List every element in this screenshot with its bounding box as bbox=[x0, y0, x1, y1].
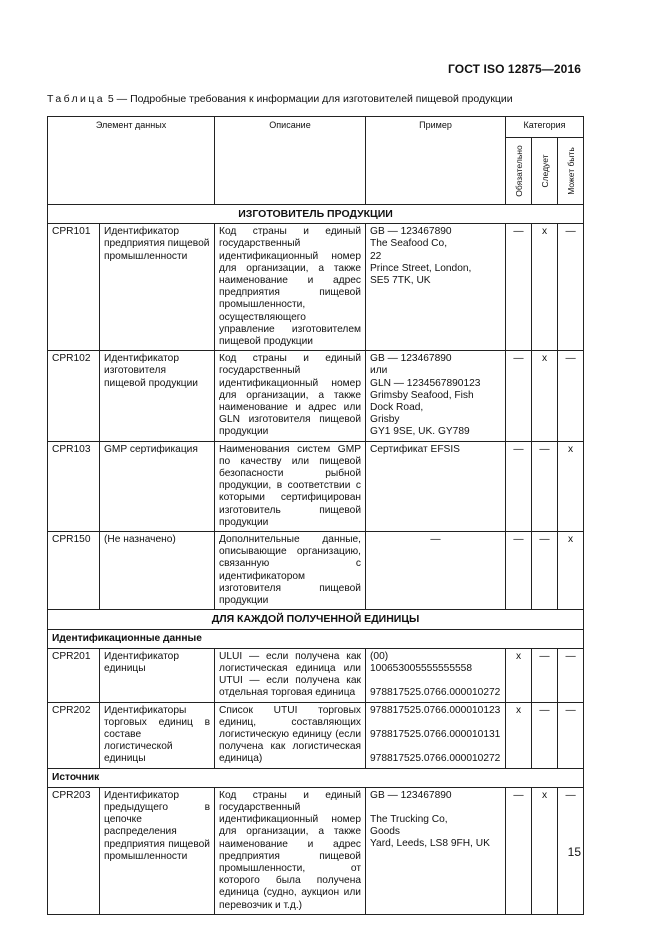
subsection-identification: Идентификационные данные bbox=[48, 629, 584, 648]
row-element: Идентификатор предыдущего в цепочке распределения предприятия пищевой промышленности bbox=[100, 787, 215, 914]
row-example: GB — 123467890 The Seafood Co, 22 Prince Street, London, SE5 7TK, UK bbox=[366, 224, 506, 351]
row-example: GB — 123467890 The Trucking Co, Goods Yard, Leeds, LS8 9FH, UK bbox=[366, 787, 506, 914]
row-element: Идентификатор изготовителя пищевой продукции bbox=[100, 351, 215, 441]
row-may: — bbox=[558, 787, 584, 914]
row-mandatory: — bbox=[506, 351, 532, 441]
subsection-row bbox=[48, 768, 584, 787]
table-row bbox=[48, 224, 584, 351]
row-description: Дополнительные данные, описывающие организацию, связанную с идентификатором изготовителя пищевой продукции bbox=[215, 532, 366, 610]
row-code: CPR103 bbox=[48, 441, 100, 531]
row-should: x bbox=[532, 224, 558, 351]
requirements-table bbox=[47, 116, 584, 915]
row-may: — bbox=[558, 351, 584, 441]
row-example: Сертификат EFSIS bbox=[366, 441, 506, 531]
row-mandatory: — bbox=[506, 787, 532, 914]
row-should: x bbox=[532, 787, 558, 914]
header-category: Категория bbox=[506, 117, 584, 138]
section-producer: ИЗГОТОВИТЕЛЬ ПРОДУКЦИИ bbox=[48, 205, 584, 224]
header-element: Элемент данных bbox=[48, 117, 215, 205]
table-caption bbox=[47, 93, 513, 105]
document-code: ГОСТ ISO 12875—2016 bbox=[448, 62, 581, 76]
table-row bbox=[48, 787, 584, 914]
row-description: Список UTUI торговых единиц, составляющих логистическую единицу (если получена как логистическая единица) bbox=[215, 702, 366, 768]
row-may: x bbox=[558, 532, 584, 610]
row-should: — bbox=[532, 648, 558, 702]
row-example: 978817525.0766.000010123 978817525.0766.000010131 978817525.0766.000010272 bbox=[366, 702, 506, 768]
row-should: x bbox=[532, 351, 558, 441]
header-row bbox=[48, 117, 584, 138]
row-mandatory: x bbox=[506, 648, 532, 702]
header-cat-may: Может быть bbox=[558, 138, 584, 205]
table-row bbox=[48, 351, 584, 441]
row-code: CPR203 bbox=[48, 787, 100, 914]
row-mandatory: — bbox=[506, 441, 532, 531]
section-row bbox=[48, 610, 584, 629]
header-cat-should: Следует bbox=[532, 138, 558, 205]
row-element: Идентификаторы торговых единиц в составе логистической единицы bbox=[100, 702, 215, 768]
header-description: Описание bbox=[215, 117, 366, 205]
row-may: — bbox=[558, 702, 584, 768]
header-example: Пример bbox=[366, 117, 506, 205]
row-code: CPR101 bbox=[48, 224, 100, 351]
row-description: Код страны и единый государственный идентификационный номер для организации, а также наименование и адрес или GLN изготовителя пищевой продукции bbox=[215, 351, 366, 441]
row-example: (00) 100653005555555558 978817525.0766.000010272 bbox=[366, 648, 506, 702]
table-row bbox=[48, 441, 584, 531]
table-row bbox=[48, 532, 584, 610]
page-number: 15 bbox=[567, 845, 581, 859]
row-code: CPR202 bbox=[48, 702, 100, 768]
subsection-row bbox=[48, 629, 584, 648]
caption-prefix: Таблица bbox=[47, 93, 105, 105]
row-description: Код страны и единый государственный идентификационный номер для организации, а также наименование и адрес предприятия пищевой промышленности, от которого была получена единица (судно, аукцион или перевозчик и т.д.) bbox=[215, 787, 366, 914]
section-row bbox=[48, 205, 584, 224]
row-example: — bbox=[366, 532, 506, 610]
row-may: x bbox=[558, 441, 584, 531]
row-code: CPR102 bbox=[48, 351, 100, 441]
row-element: GMP сертификация bbox=[100, 441, 215, 531]
row-example: GB — 123467890 или GLN — 1234567890123 Grimsby Seafood, Fish Dock Road, Grisby GY1 9SE, UK. GY789 bbox=[366, 351, 506, 441]
caption-text: 5 — Подробные требования к информации для изготовителей пищевой продукции bbox=[107, 93, 513, 105]
row-description: ULUI — если получена как логистическая единица или UTUI — если получена как отдельная торговая единица bbox=[215, 648, 366, 702]
row-code: CPR150 bbox=[48, 532, 100, 610]
row-may: — bbox=[558, 648, 584, 702]
section-per-unit: ДЛЯ КАЖДОЙ ПОЛУЧЕННОЙ ЕДИНИЦЫ bbox=[48, 610, 584, 629]
row-element: Идентификатор предприятия пищевой промышленности bbox=[100, 224, 215, 351]
table-row bbox=[48, 702, 584, 768]
row-description: Код страны и единый государственный идентификационный номер для организации, а также наименование и адрес предприятия пищевой промышленности, осуществляющего управление изготовителем пищевой продукции bbox=[215, 224, 366, 351]
row-element: Идентификатор единицы bbox=[100, 648, 215, 702]
row-should: — bbox=[532, 532, 558, 610]
table-row bbox=[48, 648, 584, 702]
subsection-source: Источник bbox=[48, 768, 584, 787]
row-code: CPR201 bbox=[48, 648, 100, 702]
row-may: — bbox=[558, 224, 584, 351]
row-mandatory: x bbox=[506, 702, 532, 768]
row-description: Наименования систем GMP по качеству или пищевой безопасности рыбной продукции, в соответствии с которыми сертифицирован изготовитель пищевой продукции bbox=[215, 441, 366, 531]
header-cat-mandatory: Обязательно bbox=[506, 138, 532, 205]
row-mandatory: — bbox=[506, 532, 532, 610]
row-mandatory: — bbox=[506, 224, 532, 351]
row-should: — bbox=[532, 702, 558, 768]
row-should: — bbox=[532, 441, 558, 531]
row-element: (Не назначено) bbox=[100, 532, 215, 610]
